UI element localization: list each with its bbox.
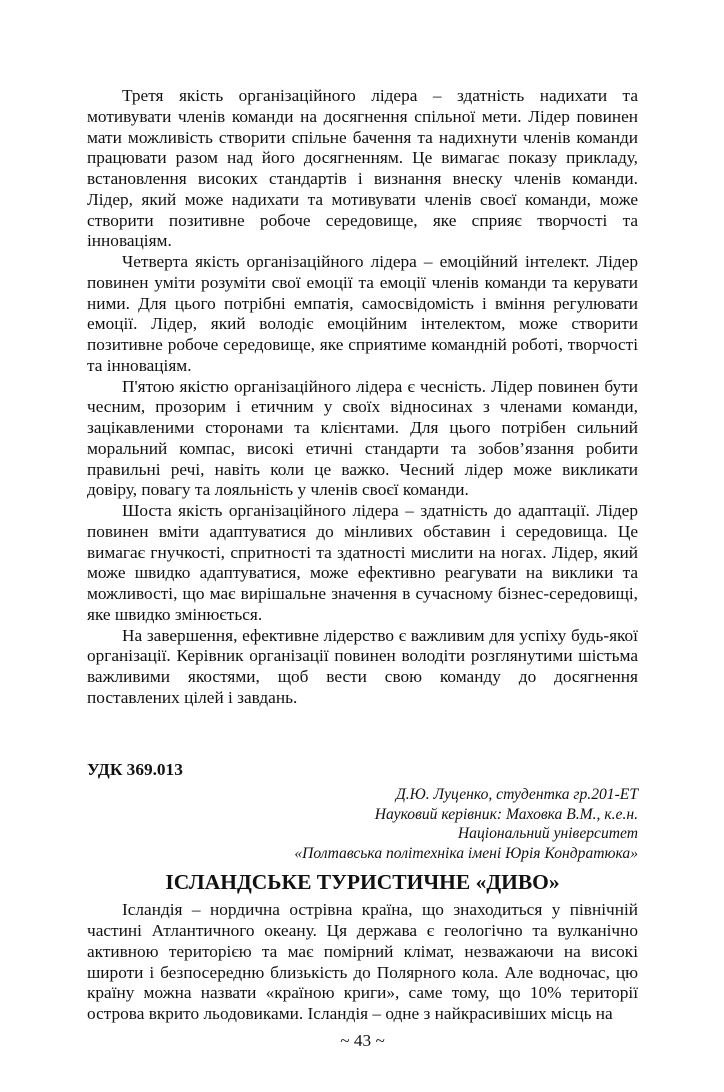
paragraph-fourth-quality: Четверта якість організаційного лідера – емоційний інтелект. Лідер повинен уміти розуміти свої емоції та емоції членів команди та керувати ними. Для цього потрібні емпатія, самосвідомість і вміння регулювати емоції. Лідер, який володіє емоційним інтелектом, може створити позитивне робоче середовище, яке сприятиме командній роботі, творчості та інноваціям. (87, 252, 638, 375)
paragraph-third-quality: Третя якість організаційного лідера – здатність надихати та мотивувати членів команди на досягнення спільної мети. Лідер повинен мати можливість створити спільне бачення та надихнути членів команди працювати разом над його досягненням. Це вимагає показу прикладу, встановлення високих стандартів і визнання внеску членів команди. Лідер, який може надихати та мотивувати членів своєї команди, може створити позитивне робоче середовище, яке сприяє творчості та інноваціям. (87, 86, 638, 251)
university-line-2: «Полтавська політехніка імені Юрія Кондратюка» (294, 844, 638, 862)
author-name: Д.Ю. Луценко, студентка гр.201-ЕТ (395, 786, 638, 804)
paragraph-sixth-quality: Шоста якість організаційного лідера – здатність до адаптації. Лідер повинен вміти адаптуватися до мінливих обставин і середовища. Це вимагає гнучкості, спритності та здатності мислити на ногах. Лідер, який може швидко адаптуватися, може ефективно реагувати на виклики та можливості, що має вирішальне значення в сучасному бізнес-середовищі, яке швидко змінюється. (87, 501, 638, 624)
paragraph-fifth-quality: П'ятою якістю організаційного лідера є чесність. Лідер повинен бути чесним, прозорим і етичним у своїх відносинах з членами команди, зацікавленими сторонами та клієнтами. Для цього потрібен сильний моральний компас, високі етичні стандарти та зобов’язання робити правильні речі, навіть коли це важко. Чесний лідер може викликати довіру, повагу та лояльність у членів своєї команди. (87, 376, 638, 500)
university-line-1: Національний університет (457, 825, 638, 843)
author-block (87, 785, 638, 863)
paragraph-conclusion: На завершення, ефективне лідерство є важливим для успіху будь-якої організації. Керівник організації повинен володіти розглянутими шістьма важливими якостями, щоб вести свою команду до досягнення поставлених цілей і завдань. (87, 625, 638, 707)
page-number: ~ 43 ~ (340, 1030, 385, 1050)
supervisor: Науковий керівник: Маховка В.М., к.е.н. (374, 805, 638, 823)
paragraph-iceland-intro: Ісландія – нордична острівна країна, що знаходиться у північній частині Атлантичного океану. Ця держава є геологічно та вулканічно активною територією та має помірний клімат, незважаючи на високі широти і безпосередню близькість до Полярного кола. Але водночас, цю країну можна назвати «країною криги», саме тому, що 10% території острова вкрито льодовиками. Ісландія – одне з найкрасивіших місць на (87, 900, 638, 1023)
article-title: ІСЛАНДСЬКЕ ТУРИСТИЧНЕ «ДИВО» (165, 870, 560, 895)
udk-code: УДК 369.013 (87, 759, 183, 779)
